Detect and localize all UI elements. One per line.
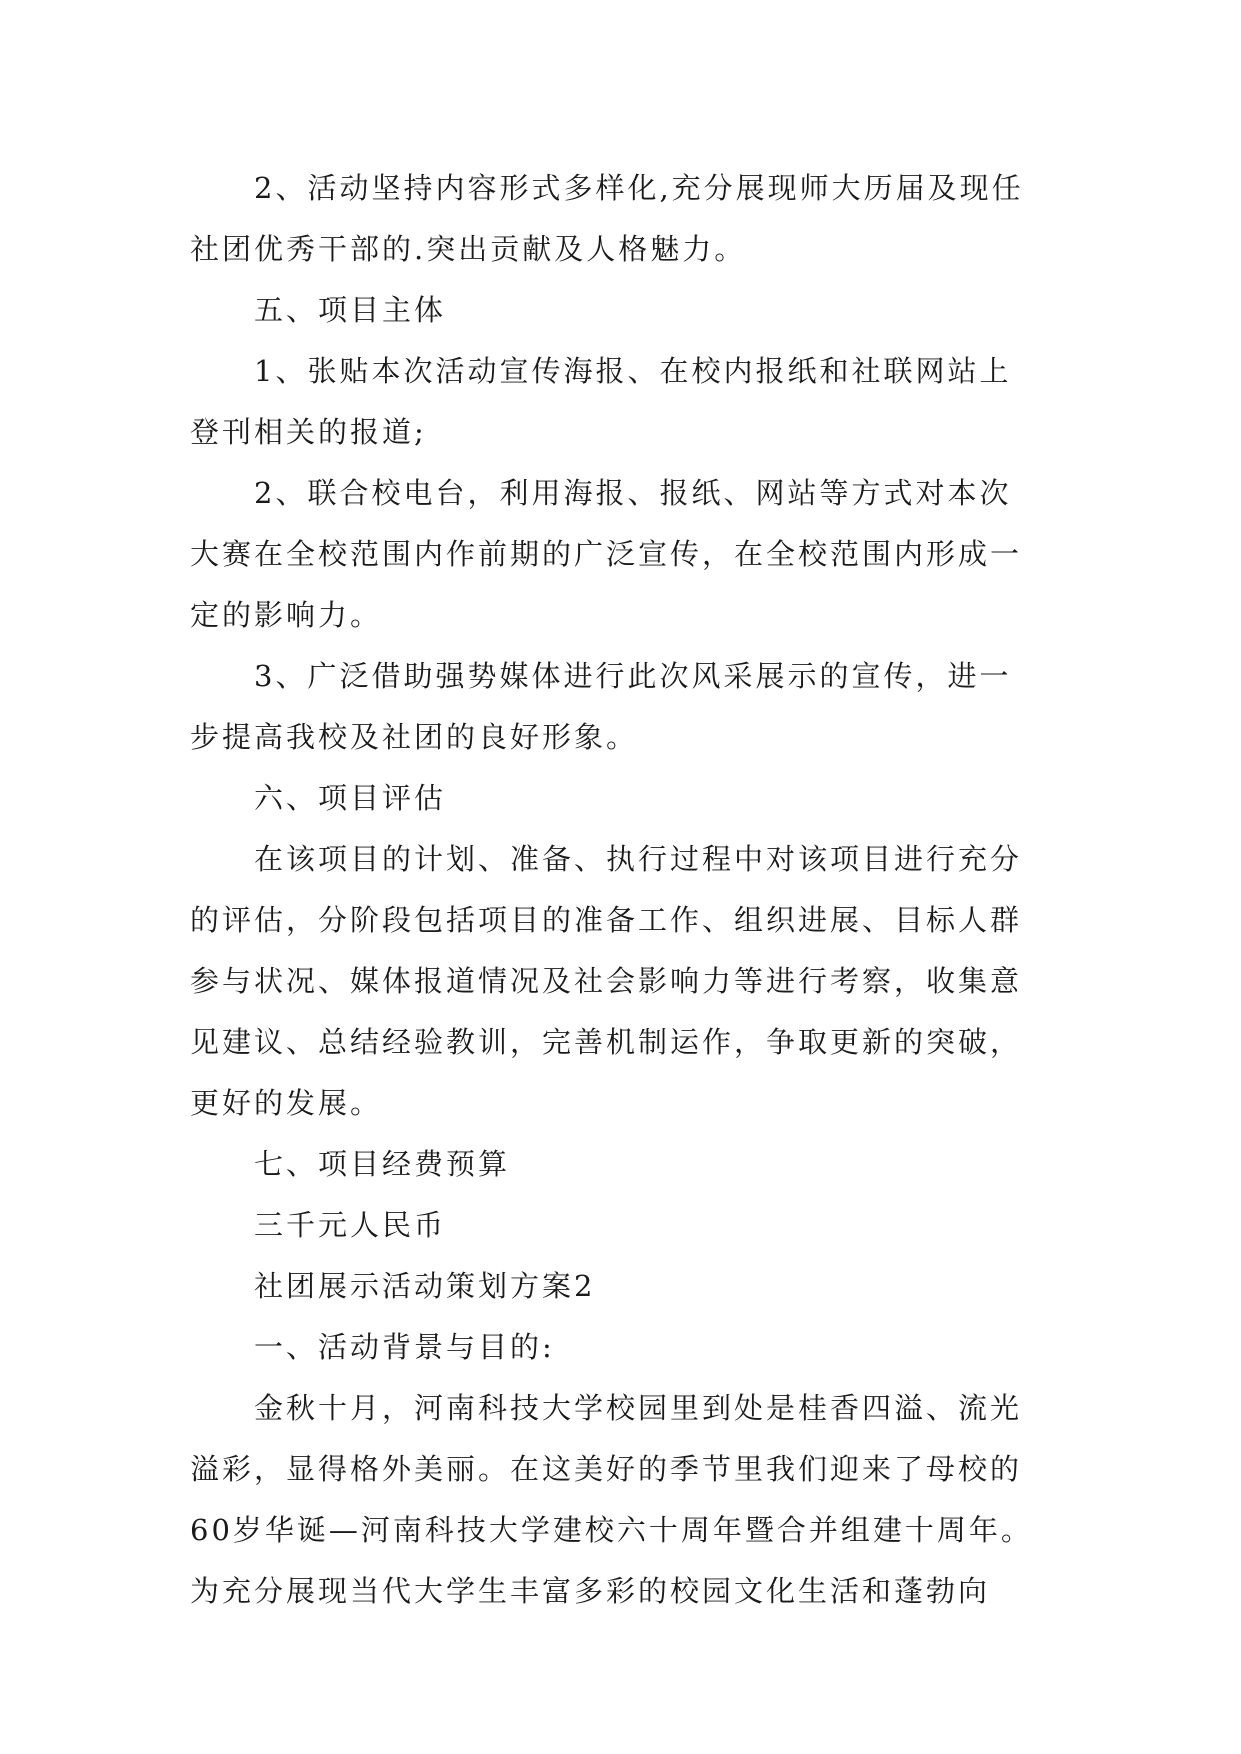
paragraph-line: 3、广泛借助强势媒体进行此次风采展示的宣传，进一 (254, 659, 1012, 693)
section-heading: 五、项目主体 (254, 293, 447, 327)
paragraph-line: 溢彩，显得格外美丽。在这美好的季节里我们迎来了母校的 (190, 1452, 1023, 1486)
section-heading: 六、项目评估 (254, 781, 447, 815)
paragraph-line: 社团优秀干部的.突出贡献及人格魅力。 (190, 232, 747, 266)
paragraph-line: 更好的发展。 (190, 1086, 383, 1120)
paragraph-line: 三千元人民币 (254, 1208, 447, 1242)
section-heading: 七、项目经费预算 (254, 1147, 511, 1181)
paragraph-line: 1、张贴本次活动宣传海报、在校内报纸和社联网站上 (254, 354, 1012, 388)
paragraph-line: 在该项目的计划、准备、执行过程中对该项目进行充分 (254, 842, 1023, 876)
paragraph-line: 定的影响力。 (190, 598, 383, 632)
paragraph-line: 见建议、总结经验教训，完善机制运作，争取更新的突破， (190, 1025, 1023, 1059)
paragraph-line: 大赛在全校范围内作前期的广泛宣传，在全校范围内形成一 (190, 537, 1023, 571)
document-title: 社团展示活动策划方案2 (254, 1269, 596, 1303)
paragraph-line: 为充分展现当代大学生丰富多彩的校园文化生活和蓬勃向 (190, 1574, 991, 1608)
paragraph-line: 参与状况、媒体报道情况及社会影响力等进行考察，收集意 (190, 964, 1023, 998)
paragraph-line: 的评估，分阶段包括项目的准备工作、组织进展、目标人群 (190, 903, 1023, 937)
paragraph-line: 60岁华诞—河南科技大学建校六十周年暨合并组建十周年。 (190, 1513, 1033, 1547)
document-body (190, 158, 1070, 1622)
paragraph-line: 2、活动坚持内容形式多样化,充分展现师大历届及现任 (254, 171, 1024, 205)
paragraph-line: 金秋十月，河南科技大学校园里到处是桂香四溢、流光 (254, 1391, 1023, 1425)
paragraph-line: 登刊相关的报道; (190, 415, 427, 449)
paragraph-line: 步提高我校及社团的良好形象。 (190, 720, 639, 754)
section-heading: 一、活动背景与目的: (254, 1330, 555, 1364)
paragraph-line: 2、联合校电台，利用海报、报纸、网站等方式对本次 (254, 476, 1012, 510)
